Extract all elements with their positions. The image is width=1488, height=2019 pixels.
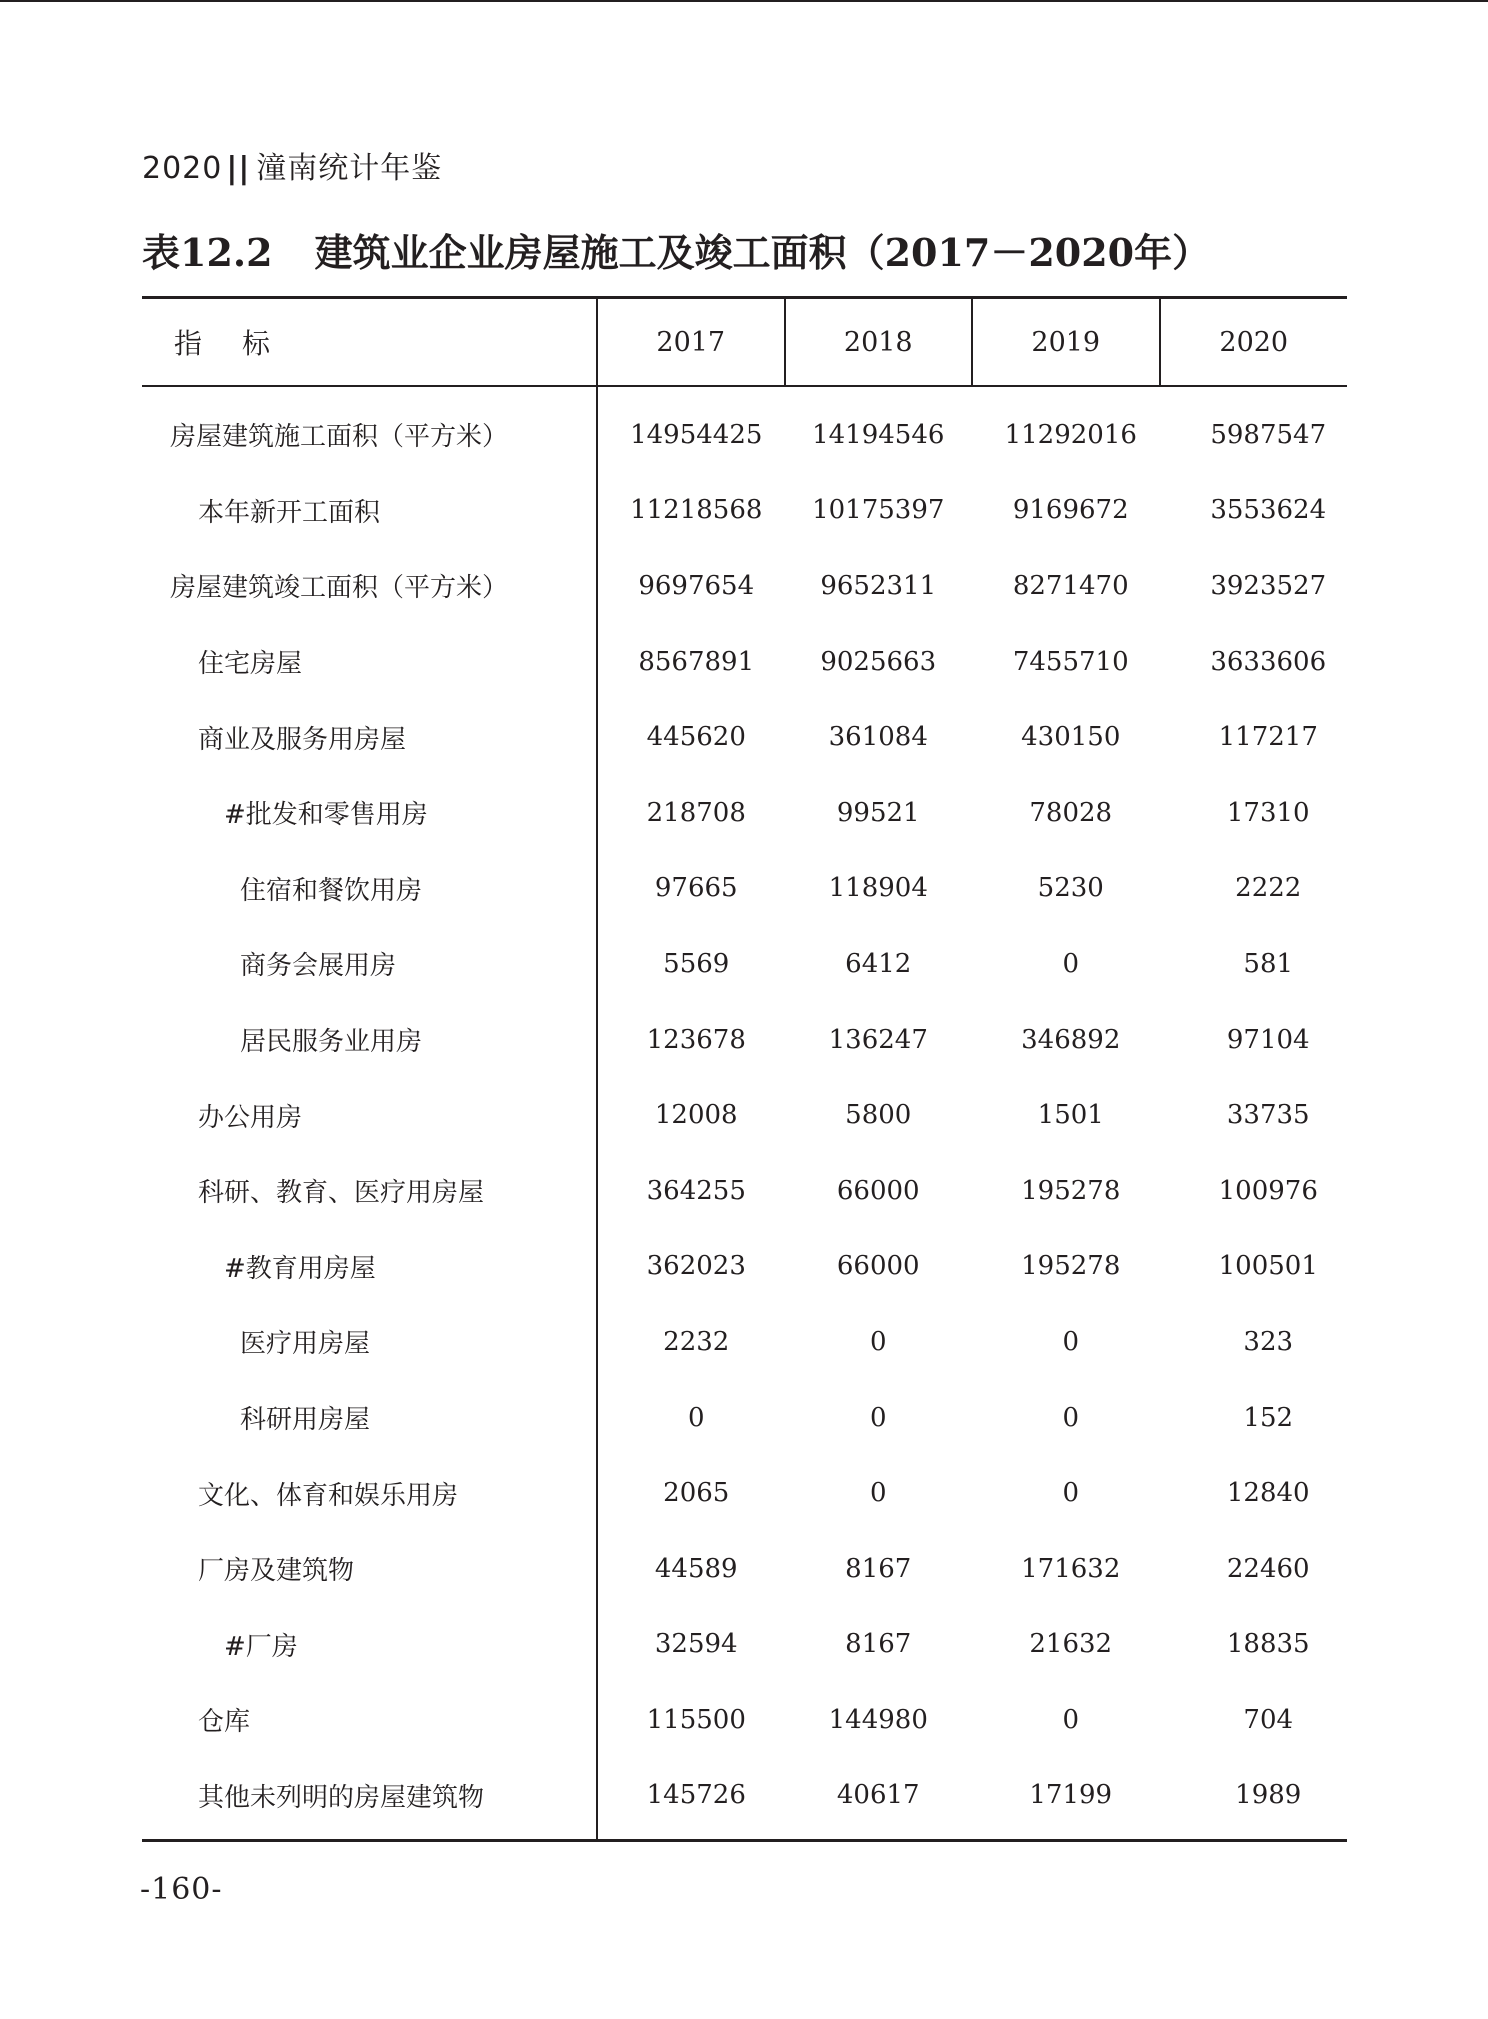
- row-indicator-label: 医疗用房屋: [142, 1304, 597, 1380]
- cell-value-2018: 0: [869, 1326, 887, 1357]
- cell-value-2020: 117217: [1218, 722, 1318, 753]
- cell-value-2018: 9652311: [820, 570, 937, 601]
- table-row: [142, 1304, 1347, 1380]
- row-indicator-label: 其他未列明的房屋建筑物: [142, 1758, 597, 1841]
- cell-value-2019: 346892: [1021, 1024, 1121, 1055]
- cell-value-2020: 12840: [1226, 1478, 1310, 1509]
- cell-value-2017: 2232: [663, 1326, 730, 1357]
- table-row: [142, 926, 1347, 1002]
- cell-value-2019: 0: [1062, 1402, 1080, 1433]
- cell-value-2019: 9169672: [1012, 495, 1129, 526]
- cell-value-2018: 66000: [836, 1175, 920, 1206]
- cell-value-2017: 5569: [663, 948, 730, 979]
- cell-value-2019: 430150: [1021, 722, 1121, 753]
- cell-value-2020: 3923527: [1210, 570, 1327, 601]
- cell-value-2020: 581: [1243, 948, 1294, 979]
- cell-value-2020: 323: [1243, 1326, 1294, 1357]
- header-separator: ||: [226, 151, 251, 186]
- cell-value-2017: 44589: [654, 1553, 738, 1584]
- indicator-header: [142, 298, 597, 387]
- header-book-title: 潼南统计年鉴: [256, 151, 443, 186]
- cell-value-2020: 100976: [1218, 1175, 1318, 1206]
- cell-value-2018: 118904: [828, 873, 928, 904]
- row-indicator-label: #批发和零售用房: [142, 775, 597, 851]
- year-header-2019: 2019: [972, 298, 1160, 387]
- cell-value-2018: 40617: [785, 1758, 973, 1841]
- indicator-header-char-2: 标: [242, 327, 271, 360]
- header-year: 2020: [142, 151, 223, 186]
- cell-value-2018: 361084: [828, 722, 928, 753]
- cell-value-2018: 99521: [836, 797, 920, 828]
- table-row: [142, 1229, 1347, 1305]
- indicator-header-char-1: 指: [174, 327, 203, 360]
- row-indicator-label: #教育用房屋: [142, 1229, 597, 1305]
- row-indicator-label: 本年新开工面积: [142, 473, 597, 549]
- cell-value-2018: 136247: [828, 1024, 928, 1055]
- cell-value-2018: 0: [869, 1402, 887, 1433]
- table-row: [142, 548, 1347, 624]
- running-header: [142, 143, 442, 187]
- table-row: [142, 1758, 1347, 1841]
- cell-value-2019: 8271470: [1012, 570, 1129, 601]
- cell-value-2019: 0: [1062, 1704, 1080, 1735]
- cell-value-2019: 195278: [1021, 1175, 1121, 1206]
- table-row: [142, 624, 1347, 700]
- cell-value-2019: 11292016: [1004, 419, 1137, 450]
- cell-value-2017: 445620: [646, 722, 746, 753]
- cell-value-2020: 704: [1243, 1704, 1294, 1735]
- cell-value-2020: 5987547: [1210, 419, 1327, 450]
- cell-value-2018: 144980: [828, 1704, 928, 1735]
- row-indicator-label: 商业及服务用房屋: [142, 699, 597, 775]
- cell-value-2019: 195278: [1021, 1251, 1121, 1282]
- cell-value-2019: 0: [1062, 948, 1080, 979]
- table-body: [142, 386, 1347, 1841]
- top-border-rule: [0, 0, 1488, 2]
- row-indicator-label: 科研、教育、医疗用房屋: [142, 1153, 597, 1229]
- table-row: [142, 851, 1347, 927]
- row-indicator-label: 厂房及建筑物: [142, 1531, 597, 1607]
- cell-value-2017: 218708: [646, 797, 746, 828]
- cell-value-2020: 1989: [1160, 1758, 1348, 1841]
- cell-value-2020: 100501: [1218, 1251, 1318, 1282]
- table-row: [142, 1153, 1347, 1229]
- row-indicator-label: 科研用房屋: [142, 1380, 597, 1456]
- page-number: -160-: [140, 1872, 223, 1907]
- cell-value-2018: 14194546: [812, 419, 945, 450]
- cell-value-2017: 145726: [597, 1758, 785, 1841]
- cell-value-2018: 8167: [845, 1629, 912, 1660]
- table-row: [142, 1531, 1347, 1607]
- cell-value-2019: 21632: [1029, 1629, 1113, 1660]
- cell-value-2018: 0: [869, 1478, 887, 1509]
- year-header-2018: 2018: [785, 298, 973, 387]
- cell-value-2018: 66000: [836, 1251, 920, 1282]
- table-row: [142, 386, 1347, 473]
- statistics-table: [142, 296, 1347, 1842]
- cell-value-2017: 0: [687, 1402, 705, 1433]
- table-row: [142, 473, 1347, 549]
- cell-value-2017: 97665: [654, 873, 738, 904]
- cell-value-2017: 123678: [646, 1024, 746, 1055]
- row-indicator-label: 住宅房屋: [142, 624, 597, 700]
- row-indicator-label: 居民服务业用房: [142, 1002, 597, 1078]
- cell-value-2017: 12008: [654, 1100, 738, 1131]
- table-row: [142, 699, 1347, 775]
- row-indicator-label: 商务会展用房: [142, 926, 597, 1002]
- cell-value-2017: 2065: [663, 1478, 730, 1509]
- table-row: [142, 1607, 1347, 1683]
- table-number: 表12.2: [142, 230, 273, 275]
- row-indicator-label: 房屋建筑竣工面积（平方米）: [142, 548, 597, 624]
- table-title: [142, 222, 1210, 277]
- cell-value-2017: 364255: [646, 1175, 746, 1206]
- cell-value-2020: 152: [1243, 1402, 1294, 1433]
- cell-value-2017: 14954425: [630, 419, 763, 450]
- cell-value-2018: 6412: [845, 948, 912, 979]
- year-header-2020: 2020: [1160, 298, 1348, 387]
- cell-value-2019: 0: [1062, 1478, 1080, 1509]
- row-indicator-label: 房屋建筑施工面积（平方米）: [142, 386, 597, 473]
- cell-value-2017: 11218568: [630, 495, 763, 526]
- cell-value-2019: 171632: [1021, 1553, 1121, 1584]
- table-row: [142, 1455, 1347, 1531]
- cell-value-2020: 18835: [1226, 1629, 1310, 1660]
- year-header-2017: 2017: [597, 298, 785, 387]
- cell-value-2018: 10175397: [812, 495, 945, 526]
- cell-value-2020: 3633606: [1210, 646, 1327, 677]
- table-row: [142, 775, 1347, 851]
- cell-value-2017: 115500: [646, 1704, 746, 1735]
- cell-value-2017: 32594: [654, 1629, 738, 1660]
- table-row: [142, 1002, 1347, 1078]
- cell-value-2017: 8567891: [638, 646, 755, 677]
- table-row: [142, 1077, 1347, 1153]
- cell-value-2020: 2222: [1235, 873, 1302, 904]
- cell-value-2020: 3553624: [1210, 495, 1327, 526]
- table-row: [142, 1380, 1347, 1456]
- cell-value-2020: 33735: [1226, 1100, 1310, 1131]
- cell-value-2020: 17310: [1226, 797, 1310, 828]
- row-indicator-label: 办公用房: [142, 1077, 597, 1153]
- cell-value-2019: 1501: [1037, 1100, 1104, 1131]
- cell-value-2019: 78028: [1029, 797, 1113, 828]
- row-indicator-label: #厂房: [142, 1607, 597, 1683]
- cell-value-2017: 362023: [646, 1251, 746, 1282]
- cell-value-2020: 22460: [1226, 1553, 1310, 1584]
- row-indicator-label: 住宿和餐饮用房: [142, 851, 597, 927]
- table-title-text: 建筑业企业房屋施工及竣工面积（2017－2020年）: [314, 230, 1211, 275]
- cell-value-2018: 5800: [845, 1100, 912, 1131]
- cell-value-2019: 0: [1062, 1326, 1080, 1357]
- table-header-row: [142, 298, 1347, 387]
- cell-value-2019: 17199: [972, 1758, 1160, 1841]
- cell-value-2019: 7455710: [1012, 646, 1129, 677]
- cell-value-2018: 9025663: [820, 646, 937, 677]
- row-indicator-label: 仓库: [142, 1682, 597, 1758]
- cell-value-2019: 5230: [1037, 873, 1104, 904]
- cell-value-2017: 9697654: [638, 570, 755, 601]
- row-indicator-label: 文化、体育和娱乐用房: [142, 1455, 597, 1531]
- table-row: [142, 1682, 1347, 1758]
- cell-value-2018: 8167: [845, 1553, 912, 1584]
- cell-value-2020: 97104: [1226, 1024, 1310, 1055]
